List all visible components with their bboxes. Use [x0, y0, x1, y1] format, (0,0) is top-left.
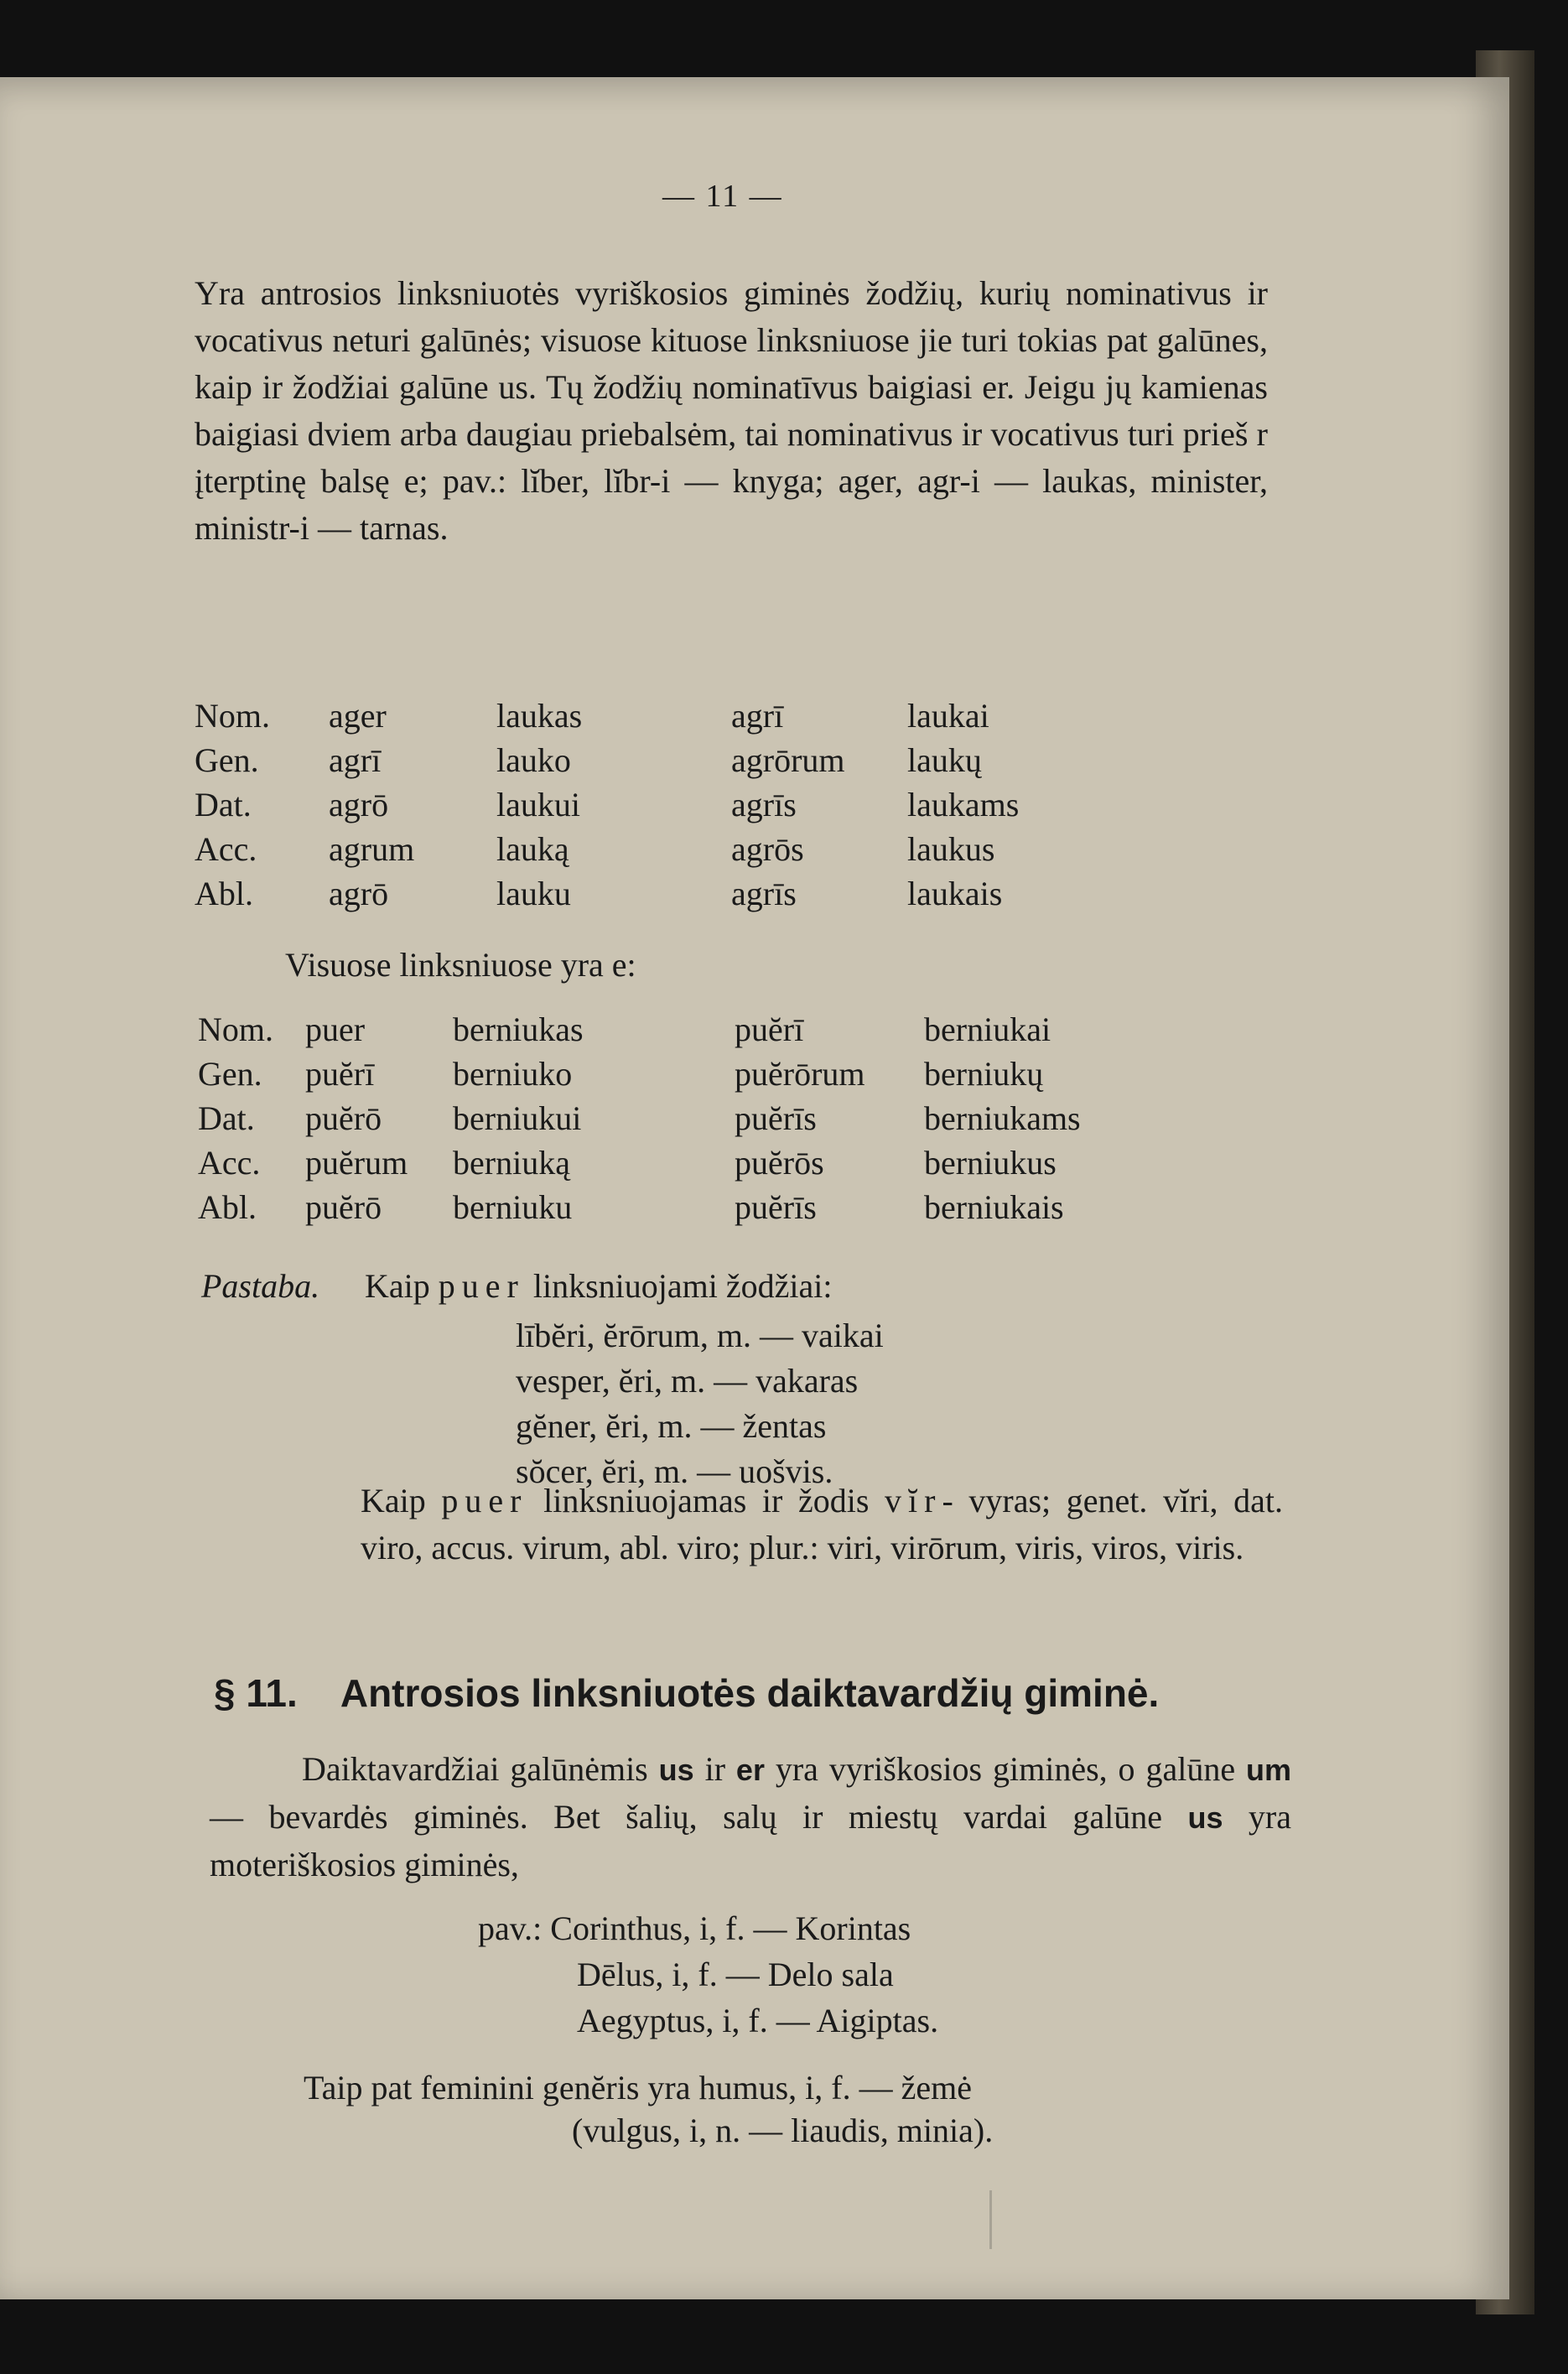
declension-cell: puĕrō	[305, 1188, 382, 1226]
declension-cell: agrōs	[731, 830, 804, 868]
pencil-mark	[989, 2190, 992, 2249]
declension-cell: puĕrum	[305, 1144, 408, 1182]
declension-cell: laukas	[496, 697, 583, 735]
declension-cell: lauką	[496, 830, 569, 868]
declension-cell: berniukui	[453, 1099, 582, 1137]
text-span: yra vyriškosios giminės, o galūne	[764, 1750, 1246, 1788]
vir-before: Kaip	[361, 1482, 426, 1519]
declension-row	[198, 1010, 1081, 1054]
declension-row	[195, 740, 1019, 785]
page-content	[0, 77, 1509, 2299]
subheading-e: Visuose linksniuose yra e:	[285, 946, 636, 984]
note-line: gĕner, ĕri, m. — žentas	[516, 1407, 827, 1445]
note-line: sŏcer, ĕri, m. — uošvis.	[516, 1452, 833, 1490]
declension-row	[198, 1187, 1081, 1232]
declension-cell: puer	[305, 1010, 366, 1048]
section-number: § 11.	[214, 1671, 298, 1715]
declension-cell: puĕrīs	[735, 1188, 817, 1226]
paragraph-gender	[210, 1746, 1291, 1888]
declension-cell: berniukai	[924, 1010, 1051, 1048]
declension-cell: berniukams	[924, 1099, 1081, 1137]
declension-cell: agrīs	[731, 875, 797, 912]
declension-row	[198, 1054, 1081, 1099]
declension-cell: berniuką	[453, 1144, 570, 1182]
paragraph-intro: Yra antrosios linksniuotės vyriškosios giminės žodžių, kurių nominativus ir vocativus neturi galūnės; visuose kituose linksniuose jie turi tokias pat galūnes, kaip ir žodžiai galūne us. Tų žodžių nominatīvus baigiasi er. Jeigu jų kamienas baigiasi dviem arba daugiau priebalsėm, tai nominativus ir vocativus turi prieš r įterptinę balsę e; pav.: lĭber, lĭbr-i — knyga; ager, agr-i — laukas, minister, ministr-i — tarnas.	[195, 274, 1268, 547]
section-heading	[214, 1670, 1159, 1716]
declension-cell: agrō	[329, 786, 389, 823]
declension-cell: lauku	[496, 875, 571, 912]
text-span: Daiktavardžiai galūnėmis	[302, 1750, 659, 1788]
declension-cell: Gen.	[198, 1055, 262, 1093]
declension-row	[195, 829, 1019, 874]
vir-after: - vyras; genet. vĭri, dat. viro, accus. virum, abl. viro; plur.: viri, virōrum, viris, viros, viris.	[361, 1482, 1284, 1566]
text-span: — bevardės giminės. Bet šalių, salų ir miestų vardai galūne	[210, 1798, 1188, 1836]
declension-cell: laukais	[907, 875, 1003, 912]
examples-list	[478, 1905, 938, 2044]
vir-mid: linksniuojamas ir žodis	[543, 1482, 870, 1519]
note-intro-word: puer	[438, 1267, 525, 1305]
declension-cell: Abl.	[198, 1188, 257, 1226]
declension-cell: berniukus	[924, 1144, 1057, 1182]
declension-table-ager	[195, 696, 1019, 918]
declension-row	[198, 1099, 1081, 1143]
declension-cell: laukų	[907, 741, 982, 779]
declension-cell: laukui	[496, 786, 580, 823]
declension-cell: laukus	[907, 830, 995, 868]
declension-cell: Abl.	[195, 875, 253, 912]
text-span: yra moteriškosios giminės,	[210, 1798, 1291, 1883]
declension-cell: berniuku	[453, 1188, 573, 1226]
declension-cell: berniukas	[453, 1010, 584, 1048]
note-intro-after: linksniuojami žodžiai:	[532, 1267, 833, 1305]
declension-cell: puĕrōs	[735, 1144, 824, 1182]
example-line: Aegyptus, i, f. — Aigiptas.	[577, 2002, 939, 2039]
declension-cell: berniukais	[924, 1188, 1064, 1226]
declension-row	[195, 874, 1019, 918]
declension-cell: berniuko	[453, 1055, 573, 1093]
paragraph-feminine: Taip pat feminini genĕris yra humus, i, f. — žemė	[304, 2069, 972, 2106]
declension-cell: agrīs	[731, 786, 797, 823]
bold-ending: um	[1246, 1753, 1291, 1787]
note-line: vesper, ĕri, m. — vakaras	[516, 1362, 859, 1400]
declension-cell: Dat.	[195, 786, 252, 823]
declension-row	[198, 1143, 1081, 1187]
note-intro	[365, 1266, 832, 1306]
note-word-list	[516, 1313, 884, 1494]
example-line: pav.: Corinthus, i, f. — Korintas	[478, 1909, 911, 1947]
declension-cell: Acc.	[198, 1144, 261, 1182]
declension-cell: Gen.	[195, 741, 259, 779]
bold-ending: us	[1187, 1800, 1223, 1835]
declension-cell: laukams	[907, 786, 1020, 823]
page-sheet	[0, 77, 1509, 2299]
declension-cell: Nom.	[195, 697, 270, 735]
declension-cell: agrōrum	[731, 741, 845, 779]
declension-cell: puĕrī	[735, 1010, 804, 1048]
declension-table-puer	[198, 1010, 1081, 1232]
declension-cell: agrō	[329, 875, 389, 912]
note-label: Pastaba.	[201, 1267, 320, 1305]
declension-cell: puĕrīs	[735, 1099, 817, 1137]
text-span: ir	[693, 1750, 736, 1788]
paragraph-vir	[361, 1478, 1283, 1571]
declension-cell: puĕrī	[305, 1055, 375, 1093]
declension-cell: laukai	[907, 697, 989, 735]
declension-cell: Acc.	[195, 830, 257, 868]
declension-cell: Nom.	[198, 1010, 273, 1048]
bold-ending: us	[658, 1753, 694, 1787]
bold-ending: er	[735, 1753, 765, 1787]
declension-cell: puĕrōrum	[735, 1055, 865, 1093]
declension-cell: ager	[329, 697, 387, 735]
example-line: Dēlus, i, f. — Delo sala	[577, 1956, 894, 1993]
declension-row	[195, 785, 1019, 829]
vir-word-puer: puer	[441, 1482, 528, 1519]
section-title: Antrosios linksniuotės daiktavardžių giminė.	[340, 1671, 1160, 1715]
note-line: lībĕri, ĕrōrum, m. — vaikai	[516, 1317, 884, 1354]
declension-cell: agrī	[329, 741, 382, 779]
page-number: — 11 —	[662, 179, 783, 214]
declension-cell: lauko	[496, 741, 571, 779]
declension-row	[195, 696, 1019, 740]
paragraph-feminine-continued: (vulgus, i, n. — liaudis, minia).	[572, 2112, 994, 2149]
vir-word-vir: vĭr	[885, 1482, 942, 1519]
declension-cell: agrum	[329, 830, 415, 868]
note-intro-before: Kaip	[365, 1267, 430, 1305]
declension-cell: Dat.	[198, 1099, 255, 1137]
declension-cell: berniukų	[924, 1055, 1044, 1093]
declension-cell: puĕrō	[305, 1099, 382, 1137]
declension-cell: agrī	[731, 697, 784, 735]
